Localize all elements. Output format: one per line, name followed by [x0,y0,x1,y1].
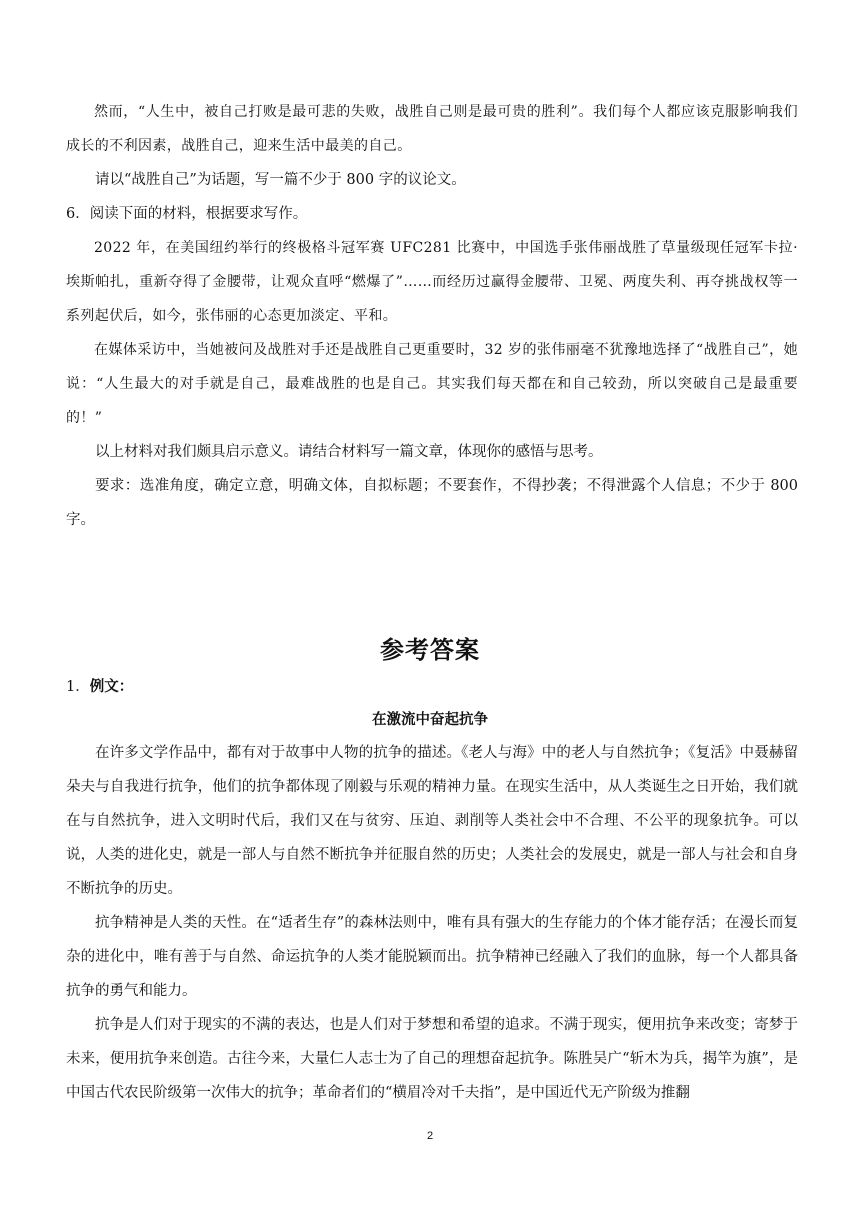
material-paragraph: 2022 年，在美国纽约举行的终极格斗冠军赛 UFC281 比赛中，中国选手张伟丽战胜了草量级现任冠军卡拉·埃斯帕扎，重新夺得了金腰带，让观众直呼“燃爆了”……而经历过赢得金腰带、卫冕、两度失利、再夺挑战权等一系列起伏后，如今，张伟丽的心态更加淡定、平和。 [66,240,798,324]
page-number: 2 [426,1130,434,1142]
prompt-paragraph: 然而，“人生中，被自己打败是最可悲的失败，战胜自己则是最可贵的胜利”。我们每个人都应该克服影响我们成长的不利因素，战胜自己，迎来生活中最美的自己。 [66,104,798,154]
prompt-instruction: 请以“战胜自己”为话题，写一篇不少于 800 字的议论文。 [95,172,466,188]
essay-paragraph: 在许多文学作品中，都有对于故事中人物的抗争的描述。《老人与海》中的老人与自然抗争；《复活》中聂赫留朵夫与自我进行抗争，他们的抗争都体现了刚毅与乐观的精神力量。在现实生活中，从人类诞生之日开始，我们就在与自然抗争，进入文明时代后，我们又在与贫穷、压迫、剥削等人类社会中不合理、不公平的现象抗争。可以说，人类的进化史，就是一部人与自然不断抗争并征服自然的历史；人类社会的发展史，就是一部人与社会和自身不断抗争的历史。 [66,745,798,897]
essay-title: 在激流中奋起抗争 [372,712,488,728]
item-label: 例文： [89,679,134,695]
essay-body [66,736,798,1110]
material-paragraph: 在媒体采访中，当她被问及战胜对手还是战胜自己更重要时，32 岁的张伟丽毫不犹豫地选择了“战胜自己”，她说：“人生最大的对手就是自己，最难战胜的也是自己。其实我们每天都在和自己较劲，所以突破自己是最重要的！” [66,342,798,426]
question-heading: 6．阅读下面的材料，根据要求写作。 [66,206,308,222]
answer-item-heading [66,670,798,704]
requirements-paragraph: 要求：选准角度，确定立意，明确文体，自拟标题；不要套作，不得抄袭；不得泄露个人信息；不少于 800 字。 [66,478,798,528]
question-section [66,95,798,537]
item-number: 1． [66,679,90,695]
instruction-paragraph: 以上材料对我们颇具启示意义。请结合材料写一篇文章，体现你的感悟与思考。 [95,444,603,460]
answer-section-title: 参考答案 [380,636,480,664]
essay-paragraph: 抗争精神是人类的天性。在“适者生存”的森林法则中，唯有具有强大的生存能力的个体才能存活；在漫长而复杂的进化中，唯有善于与自然、命运抗争的人类才能脱颖而出。抗争精神已经融入了我们的血脉，每一个人都具备抗争的勇气和能力。 [66,915,798,999]
essay-paragraph: 抗争是人们对于现实的不满的表达，也是人们对于梦想和希望的追求。不满于现实，便用抗争来改变；寄梦于未来，便用抗争来创造。古往今来，大量仁人志士为了自己的理想奋起抗争。陈胜吴广“斩木为兵，揭竿为旗”，是中国古代农民阶级第一次伟大的抗争；革命者们的“横眉冷对千夫指”，是中国近代无产阶级为推翻 [66,1017,798,1101]
